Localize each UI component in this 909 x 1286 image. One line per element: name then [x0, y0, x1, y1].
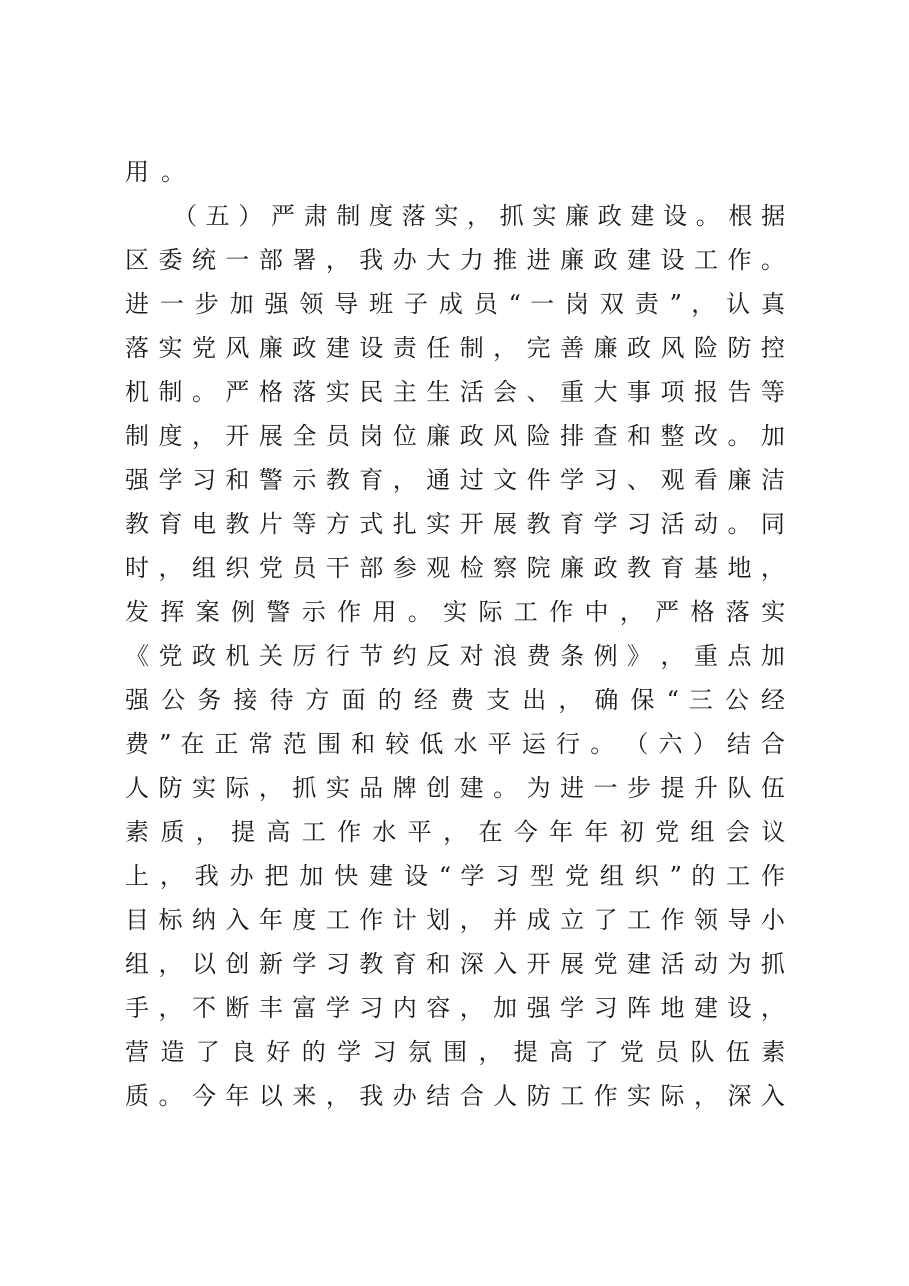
- text-line: 时 ， 组 织 党 员 干 部 参 观 检 察 院 廉 政 教 育 基 地 ，: [125, 554, 785, 582]
- text-line: 手 ， 不 断 丰 富 学 习 内 容 ， 加 强 学 习 阵 地 建 设 ，: [125, 994, 785, 1022]
- text-line: 制 度 ， 开 展 全 员 岗 位 廉 政 风 险 排 查 和 整 改 。 加: [125, 422, 785, 450]
- text-line: （ 五 ） 严 肃 制 度 落 实 ， 抓 实 廉 政 建 设 。 根 据: [173, 202, 786, 230]
- text-line: 人 防 实 际 ， 抓 实 品 牌 创 建 。 为 进 一 步 提 升 队 伍: [125, 774, 785, 802]
- text-line: 上 ， 我 办 把 加 快 建 设 “ 学 习 型 党 组 织 ” 的 工 作: [125, 862, 785, 890]
- text-line: 教 育 电 教 片 等 方 式 扎 实 开 展 教 育 学 习 活 动 。 同: [125, 510, 785, 538]
- text-line: 用。: [125, 158, 197, 186]
- text-line: 费 ” 在 正 常 范 围 和 较 低 水 平 运 行 。 （ 六 ） 结 合: [125, 730, 785, 758]
- body-text: [125, 150, 785, 1118]
- text-line: 营 造 了 良 好 的 学 习 氛 围 ， 提 高 了 党 员 队 伍 素: [125, 1038, 786, 1066]
- text-line: 进 一 步 加 强 领 导 班 子 成 员 “ 一 岗 双 责 ” ， 认 真: [125, 290, 785, 318]
- text-line: 《 党 政 机 关 厉 行 节 约 反 对 浪 费 条 例 》 ， 重 点 加: [125, 642, 785, 670]
- text-line: 发 挥 案 例 警 示 作 用 。 实 际 工 作 中 ， 严 格 落 实: [125, 598, 786, 626]
- text-line: 区 委 统 一 部 署 ， 我 办 大 力 推 进 廉 政 建 设 工 作 。: [125, 246, 785, 274]
- text-line: 强 公 务 接 待 方 面 的 经 费 支 出 ， 确 保 “ 三 公 经: [125, 686, 786, 714]
- text-line: 组 ， 以 创 新 学 习 教 育 和 深 入 开 展 党 建 活 动 为 抓: [125, 950, 785, 978]
- text-line: 机 制 。 严 格 落 实 民 主 生 活 会 、 重 大 事 项 报 告 等: [125, 378, 785, 406]
- text-line: 强 学 习 和 警 示 教 育 ， 通 过 文 件 学 习 、 观 看 廉 洁: [125, 466, 785, 494]
- text-line: 落 实 党 风 廉 政 建 设 责 任 制 ， 完 善 廉 政 风 险 防 控: [125, 334, 785, 362]
- text-line: 素 质 ， 提 高 工 作 水 平 ， 在 今 年 年 初 党 组 会 议: [125, 818, 786, 846]
- text-line: 目 标 纳 入 年 度 工 作 计 划 ， 并 成 立 了 工 作 领 导 小: [125, 906, 785, 934]
- text-line: 质 。 今 年 以 来 ， 我 办 结 合 人 防 工 作 实 际 ， 深 入: [125, 1082, 785, 1110]
